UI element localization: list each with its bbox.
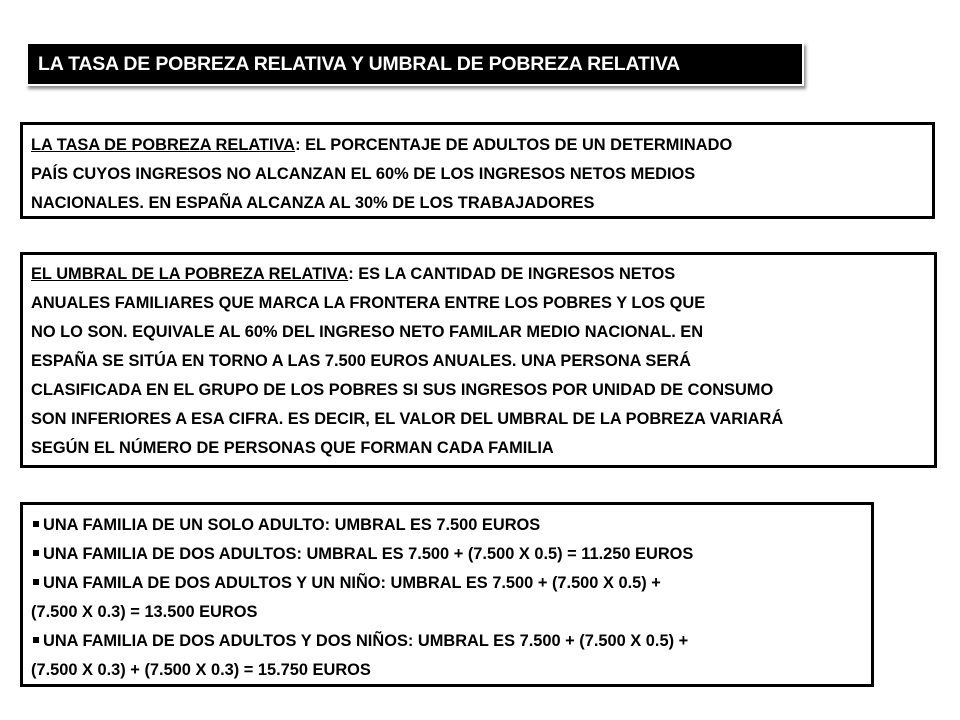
umbral-line-6: SON INFERIORES A ESA CIFRA. ES DECIR, EL VALOR DEL UMBRAL DE LA POBREZA VARIARÁ [31,410,784,428]
page-title: LA TASA DE POBREZA RELATIVA Y UMBRAL DE POBREZA RELATIVA [38,52,681,75]
umbral-line-7: SEGÚN EL NÚMERO DE PERSONAS QUE FORMAN CADA FAMILIA [31,439,554,457]
example-item-1: UNA FAMILIA DE UN SOLO ADULTO: UMBRAL ES 7.500 EUROS [31,511,871,540]
tasa-definition-box [20,122,935,219]
tasa-term: LA TASA DE POBREZA RELATIVA [31,136,296,154]
umbral-line-4: ESPAÑA SE SITÚA EN TORNO A LAS 7.500 EUROS ANUALES. UNA PERSONA SERÁ [31,352,691,370]
tasa-line-2: PAÍS CUYOS INGRESOS NO ALCANZAN EL 60% DE LOS INGRESOS NETOS MEDIOS [31,165,696,183]
tasa-line-3: NACIONALES. EN ESPAÑA ALCANZA AL 30% DE LOS TRABAJADORES [31,194,595,212]
bullet-icon [33,521,39,527]
example-item-4: UNA FAMILIA DE DOS ADULTOS Y DOS NIÑOS: UMBRAL ES 7.500 + (7.500 X 0.5) + [31,627,871,656]
example-item-3-cont: (7.500 X 0.3) = 13.500 EUROS [31,603,258,621]
umbral-term: EL UMBRAL DE LA POBREZA RELATIVA [31,265,349,283]
bullet-icon [33,550,39,556]
umbral-text: : ES LA CANTIDAD DE INGRESOS NETOS [348,265,676,283]
bullet-icon [33,579,39,585]
example-item-2: UNA FAMILIA DE DOS ADULTOS: UMBRAL ES 7.500 + (7.500 X 0.5) = 11.250 EUROS [31,540,871,569]
title-banner [26,42,804,86]
example-item-3: UNA FAMILA DE DOS ADULTOS Y UN NIÑO: UMBRAL ES 7.500 + (7.500 X 0.5) + [31,569,871,598]
umbral-line-5: CLASIFICADA EN EL GRUPO DE LOS POBRES SI SUS INGRESOS POR UNIDAD DE CONSUMO [31,381,774,399]
umbral-line-2: ANUALES FAMILIARES QUE MARCA LA FRONTERA ENTRE LOS POBRES Y LOS QUE [31,294,706,312]
tasa-text: : EL PORCENTAJE DE ADULTOS DE UN DETERMINADO [295,136,733,154]
tasa-line-1 [31,131,932,160]
examples-box [20,502,874,687]
example-item-4-cont: (7.500 X 0.3) + (7.500 X 0.3) = 15.750 EUROS [31,661,371,679]
umbral-definition-box [20,252,937,468]
umbral-line-1 [31,260,934,289]
umbral-line-3: NO LO SON. EQUIVALE AL 60% DEL INGRESO NETO FAMILAR MEDIO NACIONAL. EN [31,323,704,341]
bullet-icon [33,637,39,643]
